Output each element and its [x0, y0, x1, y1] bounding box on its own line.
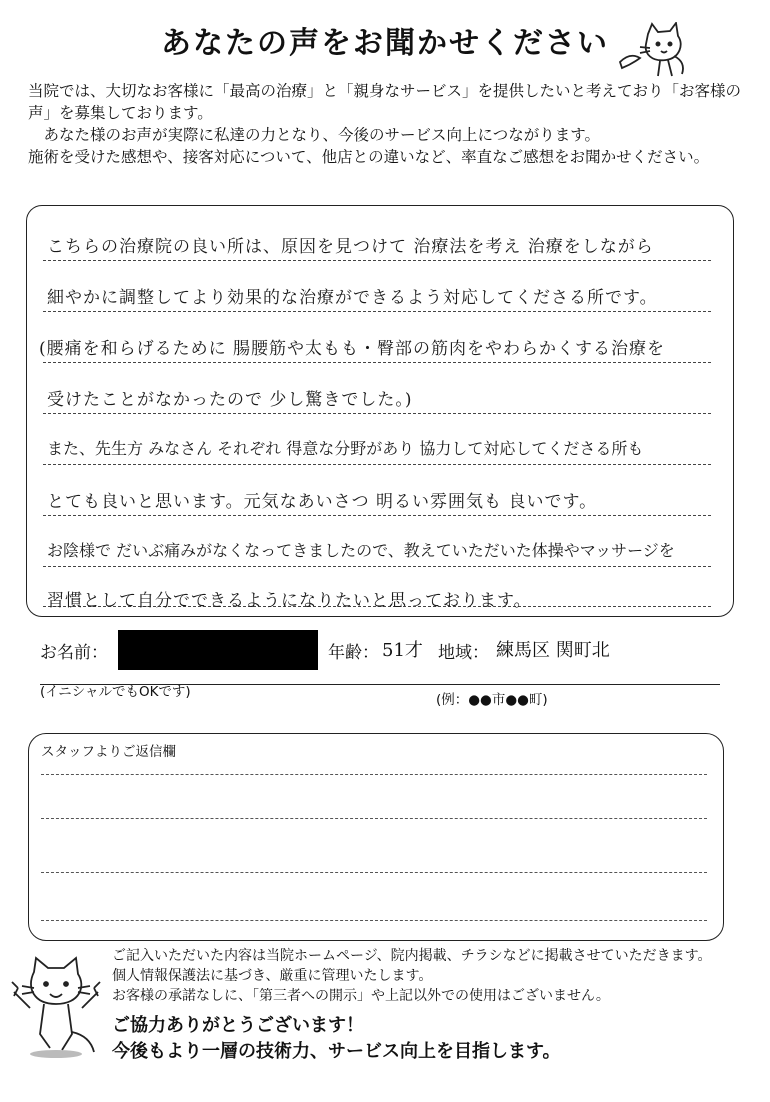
page-title: あなたの声をお聞かせください — [161, 26, 609, 61]
region-example: (例：●●市●●町) — [436, 692, 548, 708]
ruled-line — [43, 311, 711, 312]
comment-line: また、先生方 みなさん それぞれ 得意な分野があり 協力して対応してくださる所も — [47, 439, 644, 458]
comment-line: (腰痛を和らげるために 腸腰筋や太もも・臀部の筋肉をやわらかくする治療を — [39, 339, 666, 359]
ruled-line — [43, 362, 711, 363]
ruled-line — [43, 515, 711, 516]
intro-paragraph: 当院では、大切なお客様に「最高の治療」と「親身なサービス」を提供したいと考えており「お客様の声」を募集しております。 — [28, 82, 742, 122]
intro-text — [28, 80, 746, 168]
staff-reply-box — [28, 733, 724, 941]
age-value: 51才 — [382, 640, 423, 661]
intro-paragraph: あなた様のお声が実際に私達の力となり、今後のサービス向上につながります。 — [43, 126, 600, 144]
note-line: 個人情報保護法に基づき、厳重に管理いたします。 — [112, 968, 433, 984]
privacy-notes — [112, 946, 752, 1006]
comment-line: 習慣として自分でできるようになりたいと思っております。 — [47, 591, 532, 611]
comment-line: とても良いと思います。元気なあいさつ 明るい雰囲気も 良いです。 — [47, 492, 598, 512]
ruled-line — [43, 413, 711, 414]
ruled-line — [41, 774, 707, 775]
thanks-line: ご協力ありがとうございます！ — [112, 1015, 364, 1036]
ruled-line — [41, 818, 707, 819]
ruled-line — [41, 872, 707, 873]
comment-line: お陰様で だいぶ痛みがなくなってきましたので、教えていただいた体操やマッサージを — [47, 541, 675, 560]
comment-box — [26, 205, 734, 617]
comment-line: こちらの治療院の良い所は、原因を見つけて 治療法を考え 治療をしながら — [47, 237, 654, 257]
region-value: 練馬区 関町北 — [496, 640, 610, 661]
reply-label: スタッフよりご返信欄 — [41, 744, 176, 760]
name-row — [40, 630, 720, 670]
age-label: 年齢： — [328, 643, 379, 663]
name-label: お名前： — [40, 643, 108, 663]
cat-icon — [618, 22, 690, 80]
ruled-line — [43, 464, 711, 465]
comment-line: 細やかに調整してより効果的な治療ができるよう対応してくださる所です。 — [47, 288, 658, 308]
ruled-line — [41, 920, 707, 921]
intro-paragraph: 施術を受けた感想や、接客対応について、他店との違いなど、率直なご感想をお聞かせください。 — [28, 148, 710, 166]
note-line: お客様の承諾なしに、「第三者への開示」や上記以外での使用はございません。 — [112, 988, 610, 1004]
region-label: 地域： — [438, 643, 489, 663]
note-line: ご記入いただいた内容は当院ホームページ、院内掲載、チラシなどに掲載させていただきます。 — [112, 948, 712, 964]
thanks-message — [112, 1013, 752, 1065]
initial-note: (イニシャルでもOKです) — [40, 684, 191, 700]
comment-line: 受けたことがなかったので 少し驚きでした。) — [47, 390, 413, 410]
waving-cat-icon — [10, 952, 102, 1060]
ruled-line — [43, 260, 711, 261]
thanks-line: 今後もより一層の技術力、サービス向上を目指します。 — [112, 1041, 561, 1062]
ruled-line — [43, 566, 711, 567]
name-redaction — [118, 630, 318, 670]
